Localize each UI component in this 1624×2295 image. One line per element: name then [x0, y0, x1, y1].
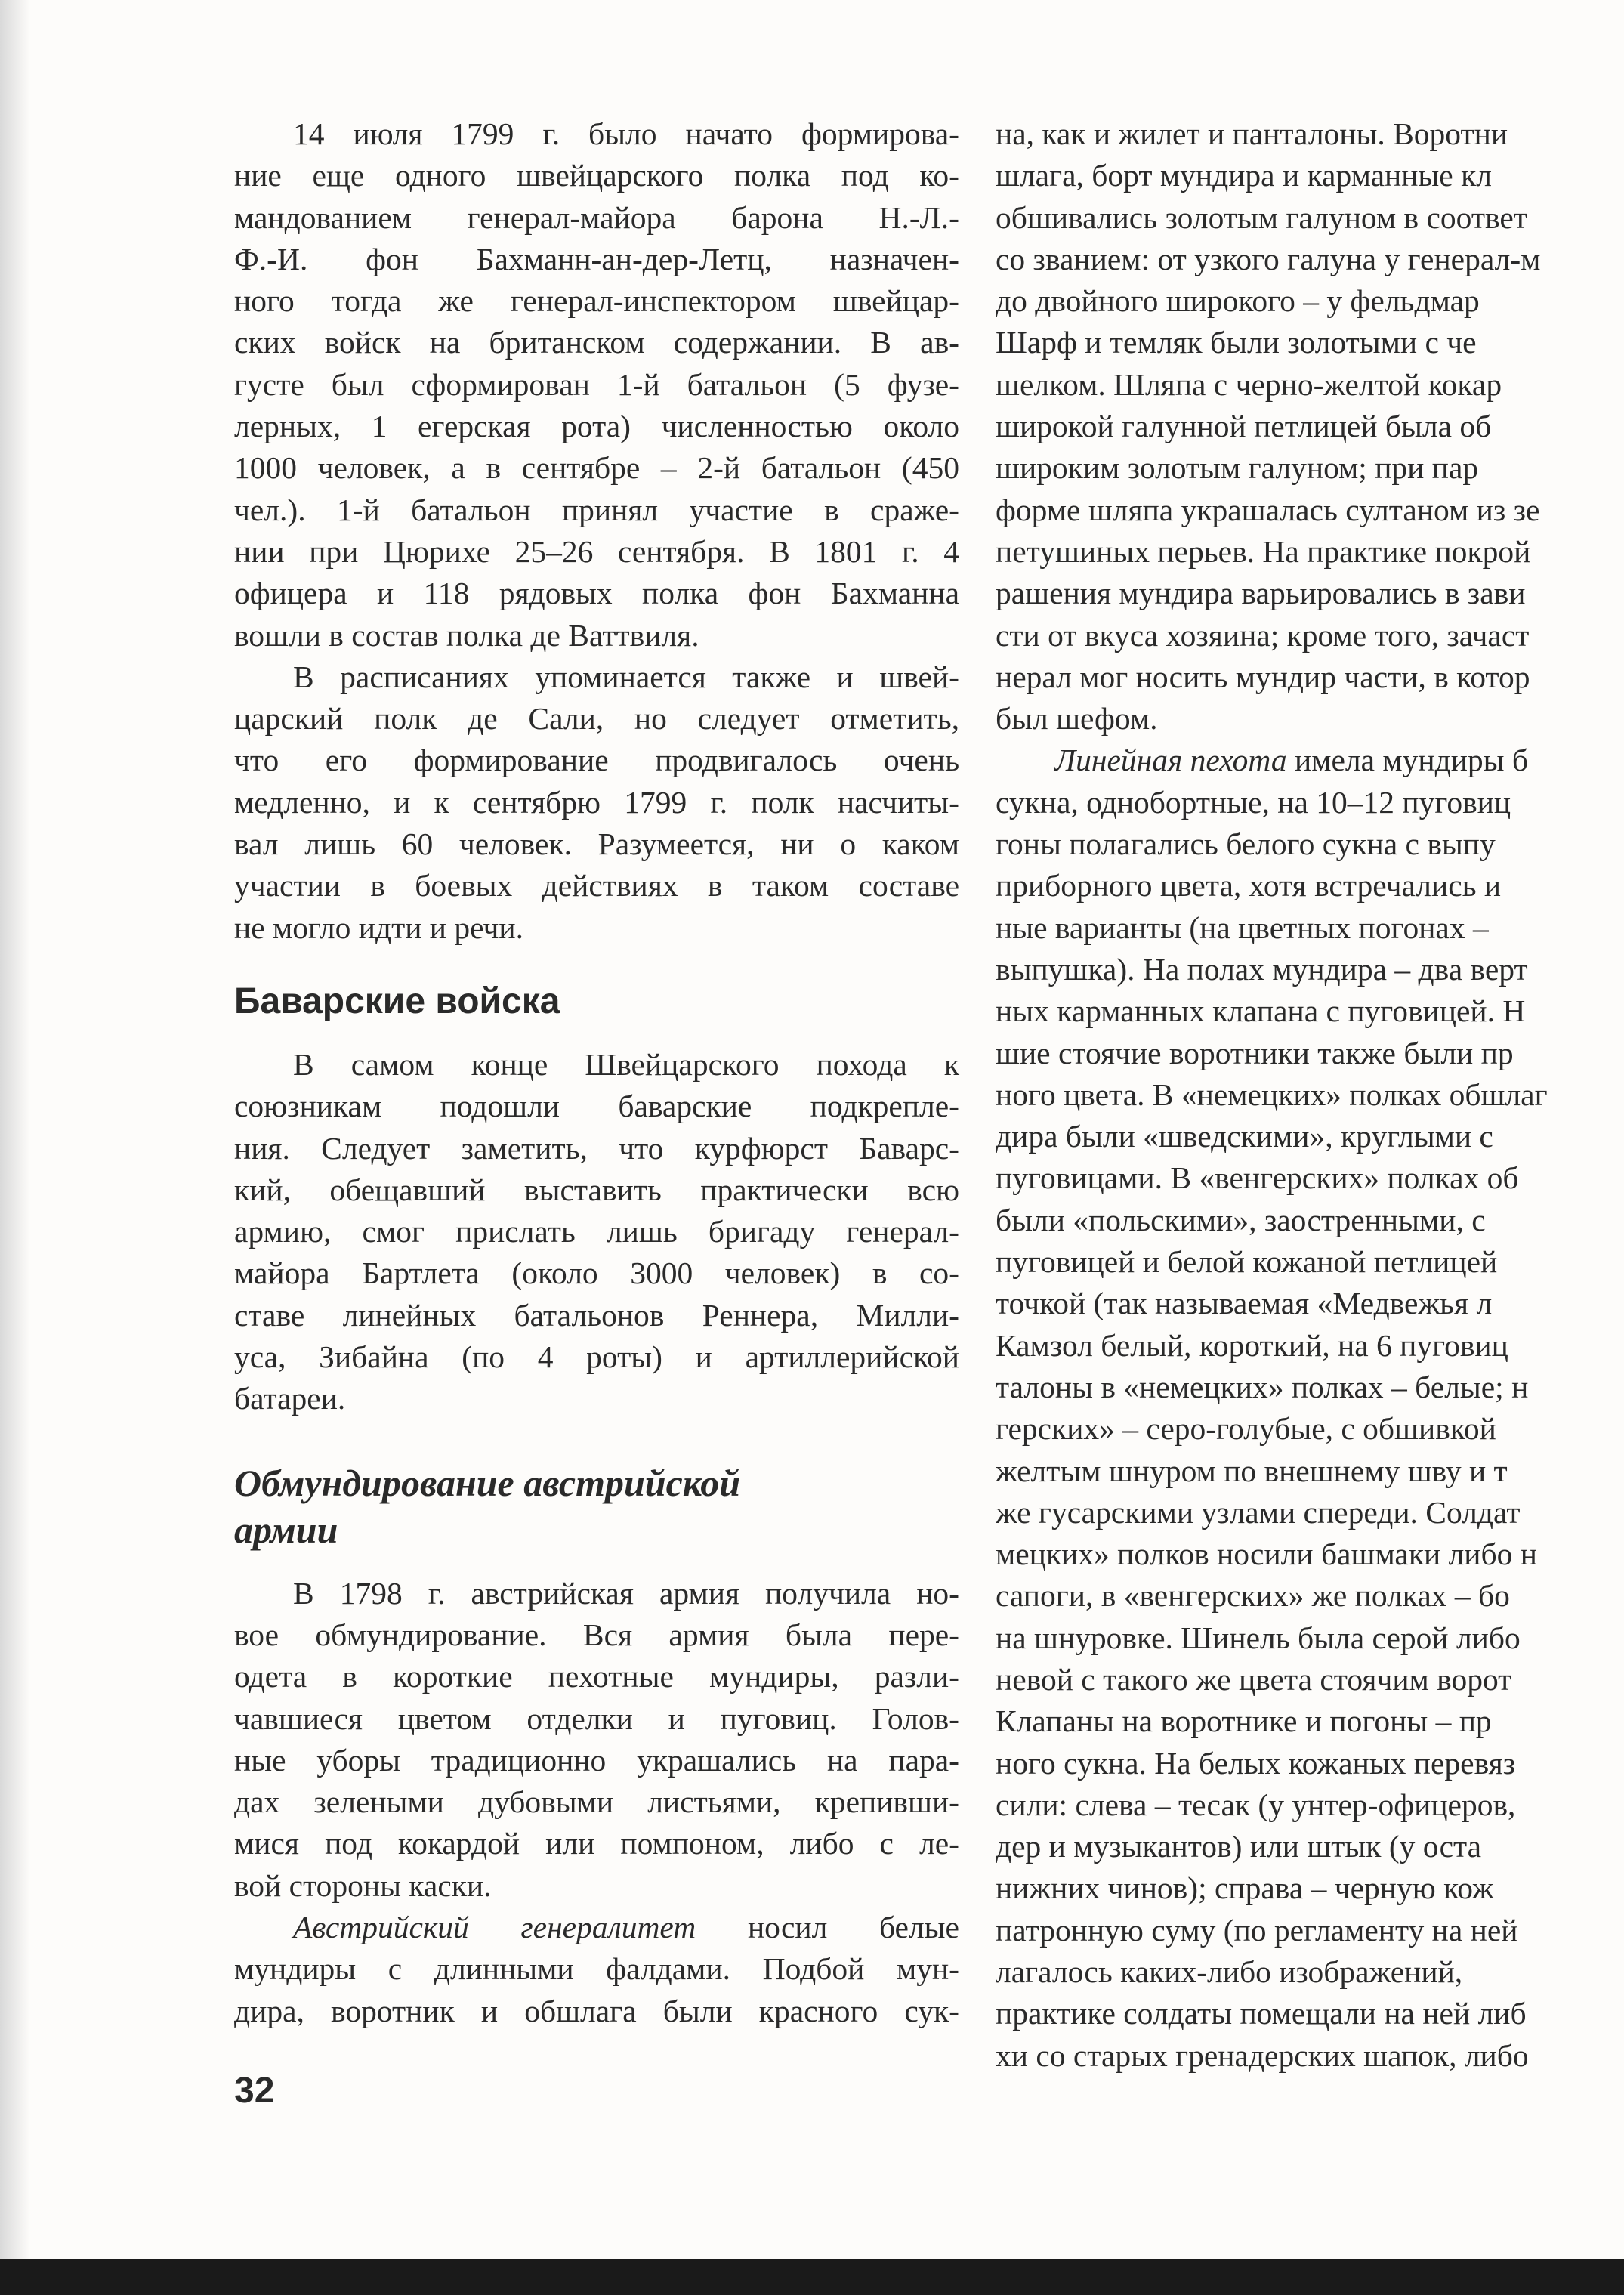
text-line: со званием: от узкого галуна у генерал-м — [996, 241, 1541, 276]
text-line: не могло идти и речи. — [234, 910, 523, 945]
text-line: шлага, борт мундира и карманные кл — [996, 158, 1492, 193]
text-line: патронную суму (по регламенту на ней — [996, 1912, 1518, 1948]
text-line — [996, 740, 1624, 781]
scan-shadow — [0, 0, 30, 2295]
text-line: ные варианты (на цветных погонах – — [996, 910, 1489, 945]
text-line: был шефом. — [996, 701, 1158, 737]
text-line: нии при Цюрихе 25–26 сентября. В 1801 г. 4 — [234, 533, 959, 569]
text-line — [234, 1907, 959, 1948]
text-line: широкой галунной петлицей была об — [996, 409, 1492, 444]
text-line: невой с такого же цвета стоячим ворот — [996, 1661, 1512, 1697]
text-line: форме шляпа украшалась султаном из зе — [996, 492, 1540, 527]
text-line: сти от вкуса хозяина; кроме того, зачаст — [996, 617, 1530, 653]
paragraph-bavarian-troops — [234, 1044, 959, 1420]
spacer — [234, 1553, 959, 1573]
text-line: одета в короткие пехотные мундиры, разли- — [234, 1659, 959, 1694]
text-line: хи со старых гренадерских шапок, либо — [996, 2037, 1529, 2073]
text-line: густе был сформирован 1-й батальон (5 фузе- — [234, 366, 959, 402]
text-line: офицера и 118 рядовых полка фон Бахманна — [234, 576, 959, 611]
text-line: мандованием генерал-майора барона Н.-Л.- — [234, 199, 959, 235]
text-line: дер и музыкантов) или штык (у оста — [996, 1829, 1482, 1864]
text-line: выпушка). На полах мундира – два верт — [996, 951, 1528, 987]
right-column — [996, 113, 1624, 2077]
text-line: на, как и жилет и панталоны. Воротни — [996, 116, 1508, 151]
paragraph-de-salis-regiment — [234, 656, 959, 949]
text-line: медленно, и к сентябрю 1799 г. полк насчиты- — [234, 784, 959, 820]
italic-term: Австрийский генералитет — [293, 1909, 696, 1944]
text-line: желтым шнуром по внешнему шву и т — [996, 1453, 1508, 1488]
text-run: имела мундиры б — [1286, 743, 1529, 778]
page-number: 32 — [234, 2071, 275, 2111]
text-line: Клапаны на воротнике и погоны – пр — [996, 1703, 1492, 1739]
text-line: вошли в состав полка де Ваттвиля. — [234, 617, 699, 653]
scan-edge-bar — [0, 2259, 1624, 2295]
text-line: были «польскими», заостренными, с — [996, 1202, 1486, 1237]
text-line: сапоги, в «венгерских» же полках – бо — [996, 1578, 1510, 1614]
text-line: приборного цвета, хотя встречались и — [996, 868, 1502, 903]
paragraph-austrian-generals — [234, 1907, 959, 2032]
text-line: союзникам подошли баварские подкрепле- — [234, 1089, 959, 1124]
text-line: кий, обещавший выставить практически всю — [234, 1172, 959, 1207]
text-line: ние еще одного швейцарского полка под ко- — [234, 158, 959, 193]
paragraph-line-infantry — [996, 740, 1624, 2077]
text-line: мися под кокардой или помпоном, либо с ле- — [234, 1826, 959, 1861]
text-line: до двойного широкого – у фельдмар — [996, 283, 1480, 319]
section-heading-austrian-uniform: Обмундирование австрийской — [234, 1461, 741, 1504]
text-line: Шарф и темляк были золотыми с че — [996, 325, 1477, 360]
text-line: широким золотым галуном; при пар — [996, 450, 1479, 486]
italic-term: Линейная пехота — [1054, 743, 1287, 778]
spacer — [234, 949, 959, 979]
text-run: носил белые — [696, 1909, 959, 1944]
text-line: вой стороны каски. — [234, 1867, 492, 1903]
text-line: ния. Следует заметить, что курфюрст Баварс- — [234, 1130, 959, 1166]
text-line: пуговицами. В «венгерских» полках об — [996, 1160, 1519, 1196]
text-line: ного тогда же генерал-инспектором швейцар- — [234, 283, 959, 319]
text-line: сукна, однобортные, на 10–12 пуговиц — [996, 784, 1511, 820]
text-line: обшивались золотым галуном в соответ — [996, 199, 1527, 235]
text-line: петушиных перьев. На практике покрой — [996, 533, 1531, 569]
text-line: участии в боевых действиях в таком составе — [234, 868, 959, 903]
text-line: шелком. Шляпа с черно-желтой кокар — [996, 366, 1502, 402]
text-line: дира были «шведскими», круглыми с — [996, 1119, 1493, 1154]
text-line: ного цвета. В «немецких» полках обшлаг — [996, 1076, 1548, 1112]
section-heading-austrian-uniform-line2: армии — [234, 1508, 338, 1551]
text-line: 14 июля 1799 г. было начато формирова- — [293, 116, 959, 151]
text-line: на шнуровке. Шинель была серой либо — [996, 1620, 1521, 1655]
text-line: гоны полагались белого сукна с выпу — [996, 826, 1496, 862]
text-line: батареи. — [234, 1381, 346, 1416]
paragraph-austrian-uniform-1798 — [234, 1573, 959, 1907]
text-line: пуговицей и белой кожаной петлицей — [996, 1244, 1498, 1280]
paragraph-bachmann-regiment — [234, 113, 959, 656]
text-line: дах зелеными дубовыми листьями, крепивши- — [234, 1784, 959, 1820]
text-line: В расписаниях упоминается также и швей- — [293, 659, 959, 694]
text-line: Ф.-И. фон Бахманн-ан-дер-Летц, назначен- — [234, 241, 959, 276]
text-line: нерал мог носить мундир части, в котор — [996, 659, 1530, 694]
text-line: вое обмундирование. Вся армия была пере- — [234, 1617, 959, 1652]
text-line: вал лишь 60 человек. Разумеется, ни о каком — [234, 826, 959, 862]
text-line: ного сукна. На белых кожаных перевяз — [996, 1745, 1516, 1781]
text-line: ставе линейных батальонов Реннера, Милли- — [234, 1297, 959, 1333]
text-line: герских» – серо-голубые, с обшивкой — [996, 1411, 1496, 1447]
text-line: практике солдаты помещали на ней либ — [996, 1996, 1527, 2031]
text-line: нижних чинов); справа – черную кож — [996, 1870, 1494, 1906]
section-heading-bavarian-troops: Баварские войска — [234, 981, 560, 1021]
text-line: В самом конце Швейцарского похода к — [293, 1046, 959, 1082]
text-line: сили: слева – тесак (у унтер-офицеров, — [996, 1787, 1516, 1822]
text-line: что его формирование продвигалось очень — [234, 743, 959, 778]
text-line: талоны в «немецких» полках – белые; н — [996, 1369, 1529, 1404]
text-line: дира, воротник и обшлага были красного сук- — [234, 1993, 959, 2028]
text-line: же гусарскими узлами спереди. Солдат — [996, 1494, 1521, 1530]
text-line: царский полк де Сали, но следует отметить, — [234, 701, 959, 737]
text-line: чавшиеся цветом отделки и пуговиц. Голов- — [234, 1700, 959, 1736]
text-line: В 1798 г. австрийская армия получила но- — [293, 1575, 959, 1611]
spacer — [234, 1024, 959, 1044]
text-line: майора Бартлета (около 3000 человек) в со- — [234, 1256, 959, 1291]
text-line: ских войск на британском содержании. В ав- — [234, 325, 959, 360]
text-line: мецких» полков носили башмаки либо н — [996, 1537, 1537, 1572]
text-line: армию, смог прислать лишь бригаду генерал- — [234, 1214, 959, 1249]
text-line: ных карманных клапана с пуговицей. Н — [996, 993, 1526, 1029]
text-line: лерных, 1 егерская рота) численностью около — [234, 409, 959, 444]
left-column — [234, 113, 959, 2032]
text-line: 1000 человек, а в сентябре – 2-й батальон (450 — [234, 450, 959, 486]
text-line: чел.). 1-й батальон принял участие в сраже- — [234, 492, 959, 527]
spacer — [234, 1420, 959, 1459]
text-line: лагалось каких-либо изображений, — [996, 1954, 1463, 1990]
text-line: точкой (так называемая «Медвежья л — [996, 1286, 1493, 1321]
text-line: рашения мундира варьировались в зави — [996, 576, 1526, 611]
text-line: ные уборы традиционно украшались на пара- — [234, 1742, 959, 1778]
text-line: Камзол белый, короткий, на 6 пуговиц — [996, 1327, 1508, 1363]
text-line: уса, Зибайна (по 4 роты) и артиллерийской — [234, 1339, 959, 1375]
text-line: шие стоячие воротники также были пр — [996, 1035, 1514, 1070]
text-line: мундиры с длинными фалдами. Подбой мун- — [234, 1951, 959, 1987]
paragraph-generals-continued — [996, 113, 1624, 740]
